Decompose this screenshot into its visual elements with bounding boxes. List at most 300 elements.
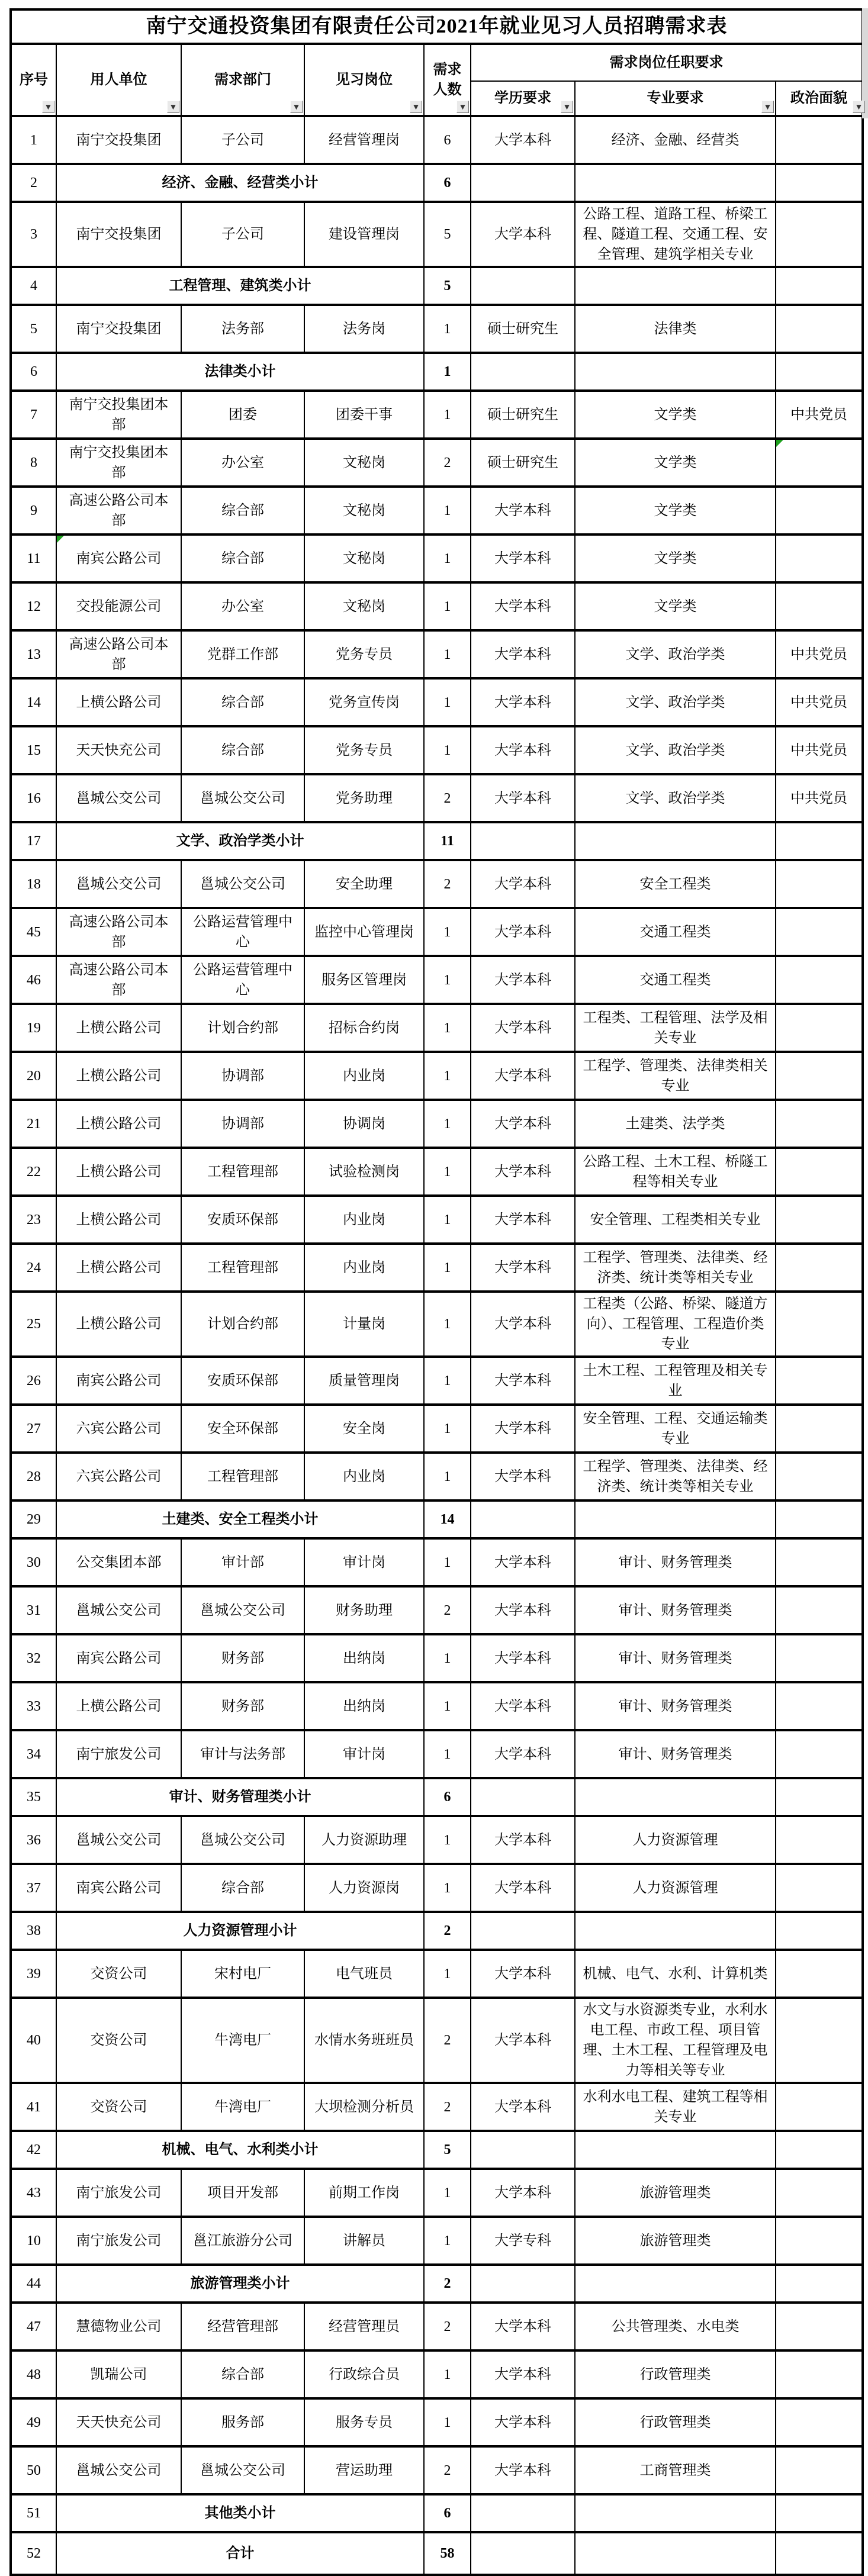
cell-no xyxy=(11,1405,56,1453)
cell-text: 大学本科 xyxy=(494,1698,551,1714)
cell-text: 安全环保部 xyxy=(207,1421,278,1437)
cell-position xyxy=(304,726,424,774)
cell-subtotal-label xyxy=(56,2131,424,2169)
subtotal-row xyxy=(11,2265,863,2303)
column-header-label: 需求人数 xyxy=(433,62,462,98)
cell-text: 6 xyxy=(30,364,37,379)
cell-text: 人力资源助理 xyxy=(322,1832,407,1848)
cell-employer xyxy=(56,439,181,487)
cell-text: 旅游管理类 xyxy=(639,2185,711,2201)
column-header-employer xyxy=(56,44,181,116)
cell-total-label xyxy=(56,2532,424,2575)
cell-education xyxy=(471,391,575,439)
cell-text: 办公室 xyxy=(221,598,264,614)
cell-text: 40 xyxy=(27,2033,41,2048)
cell-major xyxy=(575,1816,776,1864)
cell-count xyxy=(424,1998,471,2083)
cell-subtotal-label xyxy=(56,1912,424,1950)
cell-text: 中共党员 xyxy=(790,407,847,423)
cell-text: 6 xyxy=(443,1789,451,1805)
cell-political xyxy=(776,908,863,956)
cell-text: 13 xyxy=(27,646,41,662)
cell-count xyxy=(424,1292,471,1357)
cell-count xyxy=(424,860,471,908)
cell-text: 大学本科 xyxy=(494,1421,551,1437)
cell-text: 大学本科 xyxy=(494,132,551,148)
cell-text: 1 xyxy=(443,646,451,662)
cell-department xyxy=(181,678,304,726)
cell-political xyxy=(776,1196,863,1244)
cell-political xyxy=(776,860,863,908)
cell-no xyxy=(11,2131,56,2169)
table-row xyxy=(11,1052,863,1100)
subtotal-row xyxy=(11,353,863,391)
cell-major xyxy=(575,1052,776,1100)
cell-text: 52 xyxy=(27,2546,41,2561)
cell-text: 上横公路公司 xyxy=(76,694,162,710)
cell-text: 21 xyxy=(27,1116,41,1132)
cell-count xyxy=(424,1778,471,1816)
cell-employer xyxy=(56,305,181,353)
cell-employer xyxy=(56,1244,181,1292)
cell-no xyxy=(11,1148,56,1196)
cell-no xyxy=(11,908,56,956)
table-row xyxy=(11,1950,863,1998)
cell-no xyxy=(11,822,56,860)
cell-count xyxy=(424,2169,471,2217)
cell-count xyxy=(424,1004,471,1052)
cell-employer xyxy=(56,534,181,582)
cell-employer xyxy=(56,2217,181,2265)
cell-department xyxy=(181,2303,304,2350)
cell-department xyxy=(181,1950,304,1998)
cell-text: 7 xyxy=(30,407,37,423)
cell-no xyxy=(11,1292,56,1357)
cell-text: 牛湾电厂 xyxy=(214,2099,271,2115)
table-row xyxy=(11,1586,863,1634)
cell-political xyxy=(776,2532,863,2575)
cell-major xyxy=(575,305,776,353)
cell-education xyxy=(471,1292,575,1357)
cell-text: 49 xyxy=(27,2414,41,2430)
cell-text: 大学本科 xyxy=(494,1554,551,1570)
table-row xyxy=(11,1357,863,1405)
cell-political xyxy=(776,582,863,630)
table-row xyxy=(11,956,863,1004)
cell-political xyxy=(776,726,863,774)
cell-subtotal-label xyxy=(56,1778,424,1816)
cell-department xyxy=(181,1405,304,1453)
cell-text: 南宾公路公司 xyxy=(76,1650,162,1666)
cell-text: 邕城公交公司 xyxy=(76,876,162,892)
cell-count xyxy=(424,353,471,391)
cell-text: 项目开发部 xyxy=(207,2185,278,2201)
filter-dropdown-button-major[interactable] xyxy=(761,101,774,113)
cell-text: 42 xyxy=(27,2142,41,2158)
table-row xyxy=(11,1244,863,1292)
cell-text: 综合部 xyxy=(221,742,264,758)
filter-dropdown-icon: ▼ xyxy=(564,103,570,111)
cell-text: 35 xyxy=(27,1789,41,1805)
cell-major xyxy=(575,1538,776,1586)
cell-no xyxy=(11,774,56,822)
cell-text: 试验检测岗 xyxy=(329,1164,400,1180)
cell-position xyxy=(304,1634,424,1682)
cell-text: 1 xyxy=(443,1316,451,1332)
cell-no xyxy=(11,1357,56,1405)
cell-text: 邕城公交公司 xyxy=(76,1602,162,1618)
cell-text: 公路运营管理中心 xyxy=(193,914,292,950)
cell-department xyxy=(181,534,304,582)
cell-department xyxy=(181,2083,304,2131)
cell-text: 监控中心管理岗 xyxy=(314,924,414,940)
cell-text: 1 xyxy=(443,2185,451,2201)
cell-no xyxy=(11,2398,56,2446)
cell-text: 邕城公交公司 xyxy=(76,1832,162,1848)
cell-text: 17 xyxy=(27,833,41,849)
cell-text: 36 xyxy=(27,1832,41,1848)
cell-text: 经营管理岗 xyxy=(329,132,400,148)
table-row xyxy=(11,1634,863,1682)
cell-department xyxy=(181,1100,304,1148)
table-row xyxy=(11,2217,863,2265)
cell-text: 1 xyxy=(443,1020,451,1036)
cell-department xyxy=(181,1357,304,1405)
cell-text: 1 xyxy=(443,1068,451,1084)
cell-text: 公交集团本部 xyxy=(76,1554,162,1570)
cell-political xyxy=(776,1052,863,1100)
cell-text: 47 xyxy=(27,2319,41,2334)
cell-text: 子公司 xyxy=(221,227,264,242)
cell-text: 18 xyxy=(27,876,41,892)
cell-text: 审计、财务管理类 xyxy=(618,1602,732,1618)
table-row xyxy=(11,860,863,908)
total-row xyxy=(11,2532,863,2575)
cell-major xyxy=(575,487,776,534)
subtotal-row xyxy=(11,1500,863,1538)
cell-major xyxy=(575,582,776,630)
cell-text: 旅游管理类小计 xyxy=(190,2276,290,2291)
cell-text: 机械、电气、水利、计算机类 xyxy=(583,1966,768,1982)
cell-no xyxy=(11,2303,56,2350)
cell-text: 1 xyxy=(443,1832,451,1848)
cell-department xyxy=(181,1196,304,1244)
cell-major xyxy=(575,1004,776,1052)
cell-text: 子公司 xyxy=(221,132,264,148)
cell-text: 大学本科 xyxy=(494,924,551,940)
cell-count xyxy=(424,267,471,305)
cell-count xyxy=(424,726,471,774)
table-row xyxy=(11,1405,863,1453)
cell-education xyxy=(471,726,575,774)
cell-text: 大学本科 xyxy=(494,2462,551,2478)
cell-text: 综合部 xyxy=(221,503,264,519)
filter-dropdown-button-position[interactable] xyxy=(410,101,422,113)
cell-text: 内业岗 xyxy=(343,1212,385,1228)
cell-text: 2 xyxy=(443,1923,451,1939)
cell-position xyxy=(304,1052,424,1100)
cell-text: 24 xyxy=(27,1260,41,1276)
cell-text: 上横公路公司 xyxy=(76,1698,162,1714)
cell-no xyxy=(11,1950,56,1998)
cell-text: 旅游管理类 xyxy=(639,2233,711,2249)
cell-text: 计量岗 xyxy=(343,1316,385,1332)
cell-department xyxy=(181,1004,304,1052)
cell-education xyxy=(471,1730,575,1778)
cell-text: 大学本科 xyxy=(494,646,551,662)
cell-text: 公路工程、道路工程、桥梁工程、隧道工程、交通工程、安全管理、建筑学相关专业 xyxy=(583,207,768,262)
cell-text: 人力资源管理 xyxy=(632,1880,718,1896)
header-group-requirements xyxy=(471,44,863,81)
table-row xyxy=(11,1148,863,1196)
table-row xyxy=(11,1998,863,2083)
cell-count xyxy=(424,1912,471,1950)
cell-position xyxy=(304,202,424,267)
cell-count xyxy=(424,391,471,439)
cell-position xyxy=(304,1244,424,1292)
cell-text: 2 xyxy=(30,175,37,191)
cell-position xyxy=(304,908,424,956)
cell-text: 1 xyxy=(443,2233,451,2249)
cell-text: 34 xyxy=(27,1746,41,1762)
cell-text: 南宁旅发公司 xyxy=(76,1746,162,1762)
cell-text: 1 xyxy=(443,1880,451,1896)
cell-text: 11 xyxy=(27,550,41,566)
cell-political xyxy=(776,2131,863,2169)
cell-text: 人力资源管理小计 xyxy=(183,1923,297,1939)
cell-text: 交通工程类 xyxy=(639,924,711,940)
cell-education xyxy=(471,2131,575,2169)
cell-text: 20 xyxy=(27,1068,41,1084)
cell-department xyxy=(181,1634,304,1682)
cell-text: 28 xyxy=(27,1469,41,1485)
cell-text: 2 xyxy=(443,2033,451,2048)
cell-text: 大学本科 xyxy=(494,876,551,892)
cell-department xyxy=(181,439,304,487)
cell-major xyxy=(575,2350,776,2398)
cell-education xyxy=(471,164,575,202)
cell-no xyxy=(11,956,56,1004)
cell-major xyxy=(575,1730,776,1778)
cell-department xyxy=(181,1864,304,1912)
cell-text: 南宾公路公司 xyxy=(76,1880,162,1896)
filter-dropdown-icon: ▼ xyxy=(46,103,51,111)
cell-text: 工程学、管理类、法律类相关专业 xyxy=(583,1058,768,1094)
cell-text: 审计、财务管理类 xyxy=(618,1746,732,1762)
filter-dropdown-button-education[interactable] xyxy=(561,101,573,113)
cell-text: 南宁旅发公司 xyxy=(76,2233,162,2249)
cell-political xyxy=(776,1778,863,1816)
cell-count xyxy=(424,1864,471,1912)
cell-political xyxy=(776,305,863,353)
subtotal-row xyxy=(11,267,863,305)
cell-text: 2 xyxy=(443,455,451,471)
cell-text: 文秘岗 xyxy=(343,455,385,471)
cell-political xyxy=(776,2083,863,2131)
cell-text: 质量管理岗 xyxy=(329,1373,400,1389)
cell-no xyxy=(11,1196,56,1244)
cell-text: 电气班员 xyxy=(336,1966,393,1982)
table-row xyxy=(11,534,863,582)
cell-text: 人力资源管理 xyxy=(632,1832,718,1848)
cell-text: 党群工作部 xyxy=(207,646,278,662)
cell-text: 审计岗 xyxy=(343,1746,385,1762)
cell-position xyxy=(304,774,424,822)
cell-text: 综合部 xyxy=(221,694,264,710)
cell-major xyxy=(575,2217,776,2265)
filter-dropdown-button-political[interactable] xyxy=(853,101,865,113)
filter-dropdown-button-department[interactable] xyxy=(290,101,303,113)
cell-text: 审计、财务管理类 xyxy=(618,1554,732,1570)
cell-text: 50 xyxy=(27,2462,41,2478)
column-header-label: 序号 xyxy=(20,72,48,88)
cell-text: 工程管理、建筑类小计 xyxy=(169,278,311,294)
column-header-label: 学历要求 xyxy=(494,91,551,106)
cell-text: 硕士研究生 xyxy=(487,455,558,471)
cell-education xyxy=(471,1148,575,1196)
cell-major xyxy=(575,2265,776,2303)
cell-text: 慧德物业公司 xyxy=(76,2319,162,2334)
cell-no xyxy=(11,678,56,726)
cell-text: 1 xyxy=(443,2414,451,2430)
cell-text: 8 xyxy=(30,455,37,471)
filter-dropdown-button-no[interactable] xyxy=(42,101,54,113)
cell-major xyxy=(575,1244,776,1292)
cell-text: 公共管理类、水电类 xyxy=(611,2319,740,2334)
cell-text: 协调部 xyxy=(221,1068,264,1084)
cell-education xyxy=(471,1538,575,1586)
cell-text: 大学本科 xyxy=(494,1602,551,1618)
table-row xyxy=(11,1100,863,1148)
table-header xyxy=(11,9,863,116)
cell-major xyxy=(575,822,776,860)
cell-text: 行政综合员 xyxy=(329,2366,400,2382)
cell-political xyxy=(776,774,863,822)
cell-major xyxy=(575,2131,776,2169)
cell-employer xyxy=(56,1004,181,1052)
filter-dropdown-icon: ▼ xyxy=(460,103,465,111)
cell-political xyxy=(776,1004,863,1052)
cell-political xyxy=(776,2217,863,2265)
cell-political xyxy=(776,2446,863,2494)
cell-no xyxy=(11,1586,56,1634)
cell-count xyxy=(424,2350,471,2398)
cell-text: 天天快充公司 xyxy=(76,2414,162,2430)
cell-text: 邕城公交公司 xyxy=(200,876,285,892)
cell-text: 内业岗 xyxy=(343,1068,385,1084)
cell-position xyxy=(304,439,424,487)
cell-major xyxy=(575,860,776,908)
cell-no xyxy=(11,353,56,391)
cell-major xyxy=(575,2494,776,2532)
cell-political xyxy=(776,822,863,860)
cell-text: 1 xyxy=(443,1469,451,1485)
cell-political xyxy=(776,1405,863,1453)
subtotal-row xyxy=(11,164,863,202)
table-row xyxy=(11,1730,863,1778)
cell-text: 中共党员 xyxy=(790,742,847,758)
cell-text: 党务专员 xyxy=(336,742,393,758)
cell-text: 水利水电工程、建筑工程等相关专业 xyxy=(583,2089,768,2125)
cell-employer xyxy=(56,1816,181,1864)
cell-department xyxy=(181,1998,304,2083)
cell-text: 综合部 xyxy=(221,2366,264,2382)
cell-text: 工程学、管理类、法律类、经济类、统计类等相关专业 xyxy=(583,1458,768,1495)
cell-text: 计划合约部 xyxy=(207,1316,278,1332)
error-indicator-icon xyxy=(57,536,64,543)
cell-no xyxy=(11,2083,56,2131)
cell-count xyxy=(424,1682,471,1730)
filter-dropdown-button-employer[interactable] xyxy=(167,101,179,113)
cell-text: 工程管理部 xyxy=(207,1164,278,1180)
cell-text: 经营管理员 xyxy=(329,2319,400,2334)
cell-employer xyxy=(56,2398,181,2446)
table-row xyxy=(11,726,863,774)
cell-text: 大学本科 xyxy=(494,1966,551,1982)
cell-text: 审计、财务管理类小计 xyxy=(169,1789,311,1805)
cell-text: 文学类 xyxy=(654,407,697,423)
cell-political xyxy=(776,1453,863,1500)
cell-text: 上横公路公司 xyxy=(76,1212,162,1228)
cell-text: 10 xyxy=(27,2233,41,2249)
cell-no xyxy=(11,630,56,678)
cell-department xyxy=(181,202,304,267)
cell-count xyxy=(424,2532,471,2575)
cell-no xyxy=(11,116,56,164)
cell-political xyxy=(776,1538,863,1586)
column-header-political xyxy=(776,81,863,116)
cell-no xyxy=(11,1453,56,1500)
cell-text: 大学本科 xyxy=(494,1650,551,1666)
cell-text: 工程管理部 xyxy=(207,1260,278,1276)
cell-political xyxy=(776,439,863,487)
cell-subtotal-label xyxy=(56,1500,424,1538)
cell-political xyxy=(776,956,863,1004)
cell-text: 大学本科 xyxy=(494,1020,551,1036)
cell-major xyxy=(575,267,776,305)
cell-major xyxy=(575,1500,776,1538)
cell-text: 党务专员 xyxy=(336,646,393,662)
cell-department xyxy=(181,1816,304,1864)
cell-text: 内业岗 xyxy=(343,1260,385,1276)
cell-subtotal-label xyxy=(56,164,424,202)
column-header-major xyxy=(575,81,776,116)
cell-count xyxy=(424,1816,471,1864)
cell-employer xyxy=(56,908,181,956)
cell-position xyxy=(304,534,424,582)
cell-political xyxy=(776,1912,863,1950)
cell-education xyxy=(471,439,575,487)
cell-political xyxy=(776,1100,863,1148)
cell-education xyxy=(471,1405,575,1453)
cell-position xyxy=(304,391,424,439)
cell-employer xyxy=(56,1357,181,1405)
cell-text: 审计部 xyxy=(221,1554,264,1570)
cell-text: 行政管理类 xyxy=(639,2366,711,2382)
cell-no xyxy=(11,2217,56,2265)
cell-text: 南宁交投集团本部 xyxy=(69,445,169,481)
cell-subtotal-label xyxy=(56,353,424,391)
cell-position xyxy=(304,116,424,164)
filter-dropdown-button-count[interactable] xyxy=(456,101,469,113)
cell-education xyxy=(471,2265,575,2303)
cell-text: 公路运营管理中心 xyxy=(193,962,292,998)
cell-text: 交资公司 xyxy=(90,2099,147,2115)
cell-employer xyxy=(56,2303,181,2350)
cell-text: 安全管理、工程类相关专业 xyxy=(590,1212,761,1228)
cell-position xyxy=(304,630,424,678)
table-row xyxy=(11,1538,863,1586)
